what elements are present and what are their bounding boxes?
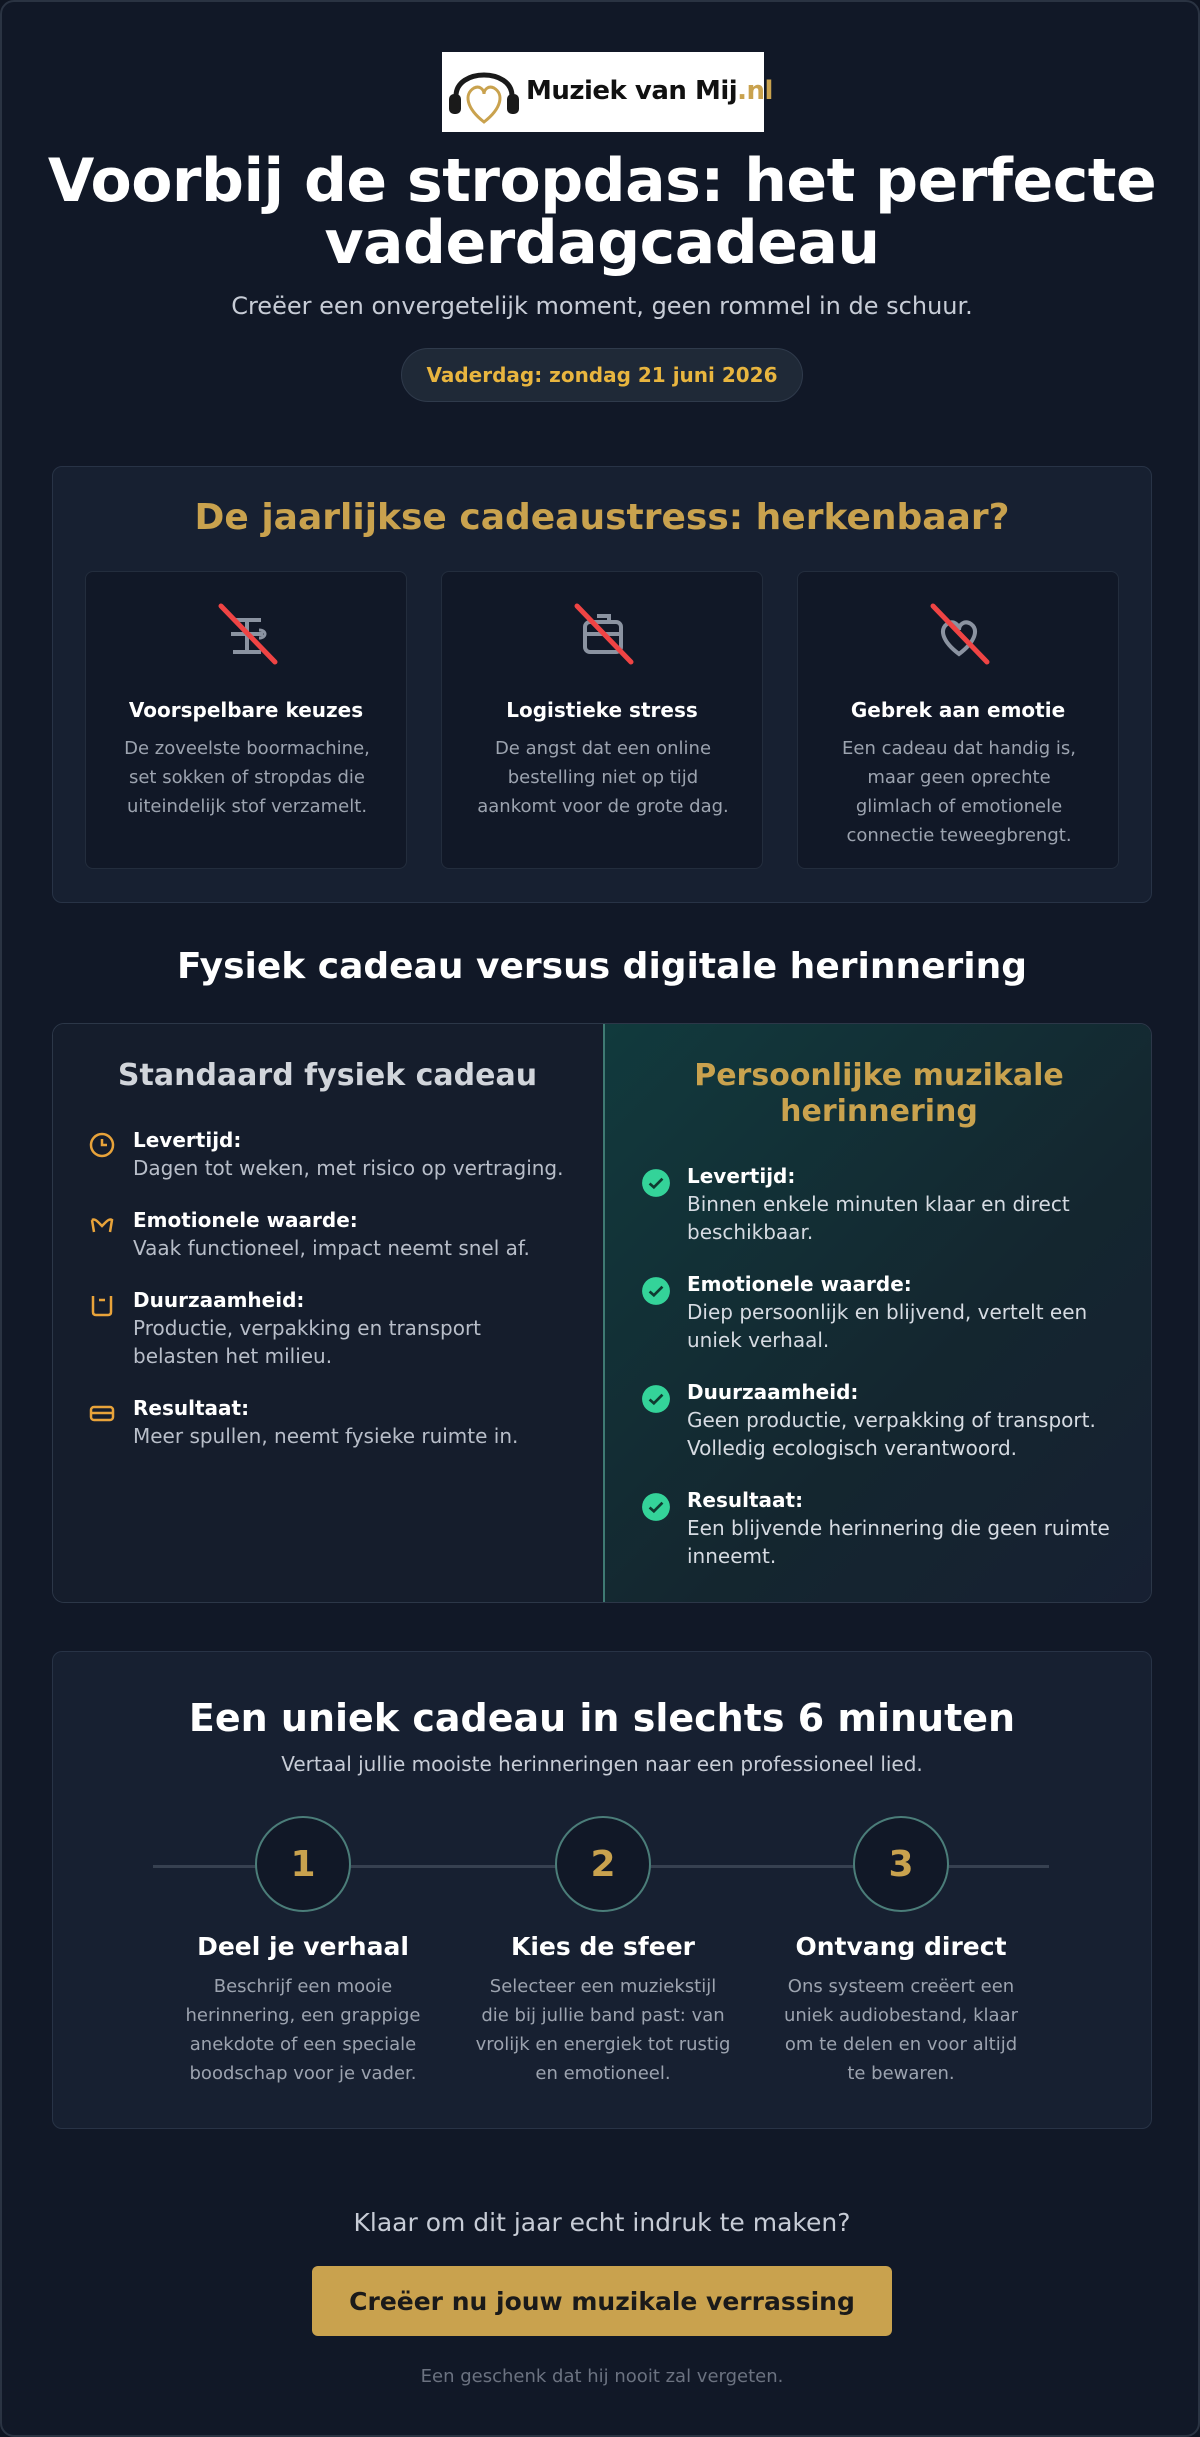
check-circle-icon <box>641 1384 671 1414</box>
row-label: Emotionele waarde: <box>133 1208 358 1232</box>
stress-card <box>85 571 407 869</box>
row-value: Geen productie, verpakking of transport. Volledig ecologisch verantwoord. <box>687 1408 1096 1460</box>
brand-logo[interactable] <box>442 52 773 132</box>
stress-card <box>441 571 763 869</box>
step-title: Deel je verhaal <box>197 1932 409 1961</box>
no-gift-icon <box>207 594 287 674</box>
row-value: Een blijvende herinnering die geen ruimte inneemt. <box>687 1516 1110 1568</box>
date-badge: Vaderdag: zondag 21 juni 2026 <box>401 348 803 402</box>
stress-card-title: Voorspelbare keuzes <box>128 698 364 722</box>
row-label: Resultaat: <box>133 1396 250 1420</box>
stress-card-desc: Een cadeau dat handig is, maar geen oprechte glimlach of emotionele connectie teweegbrengt. <box>842 738 1076 846</box>
row-label: Duurzaamheid: <box>133 1288 305 1312</box>
steps-title: Een uniek cadeau in slechts 6 minuten <box>188 1696 1016 1740</box>
stress-card <box>797 571 1119 869</box>
step-title: Kies de sfeer <box>510 1932 696 1961</box>
stress-section <box>52 466 1152 903</box>
row-label: Resultaat: <box>687 1488 804 1512</box>
row-label: Levertijd: <box>133 1128 242 1152</box>
stress-title: De jaarlijkse cadeaustress: herkenbaar? <box>194 497 1010 538</box>
row-value: Meer spullen, neemt fysieke ruimte in. <box>133 1424 519 1448</box>
stress-card-title: Gebrek aan emotie <box>850 698 1066 722</box>
stress-card-desc: De zoveelste boormachine, set sokken of stropdas die uiteindelijk stof verzamelt. <box>124 738 370 817</box>
brand-name: Muziek van Mij.nl <box>526 76 773 106</box>
step-number: 1 <box>255 1816 351 1912</box>
column-title: Persoonlijke muzikale herinnering <box>694 1058 1064 1129</box>
row-value: Binnen enkele minuten klaar en direct beschikbaar. <box>687 1192 1070 1244</box>
step-desc: Beschrijf een mooie herinnering, een grappige anekdote of een speciale boodschap voor je vader. <box>185 1976 421 2084</box>
check-circle-icon <box>641 1492 671 1522</box>
step-desc: Ons systeem creëert een uniek audiobestand, klaar om te delen en voor altijd te bewaren. <box>783 1976 1019 2084</box>
page-subtitle: Creëer een onvergetelijk moment, geen rommel in de schuur. <box>231 292 973 320</box>
row-label: Levertijd: <box>687 1164 796 1188</box>
row-label: Duurzaamheid: <box>687 1380 859 1404</box>
row-value: Vaak functioneel, impact neemt snel af. <box>133 1236 530 1260</box>
row-value: Dagen tot weken, met risico op vertraging. <box>133 1156 564 1180</box>
stress-card-title: Logistieke stress <box>506 698 698 722</box>
step-title: Ontvang direct <box>795 1932 1007 1961</box>
cta-question: Klaar om dit jaar echt indruk te maken? <box>353 2208 851 2237</box>
step-number: 2 <box>555 1816 651 1912</box>
cta-note: Een geschenk dat hij nooit zal vergeten. <box>420 2366 784 2387</box>
no-package-icon <box>563 594 643 674</box>
bag-icon <box>87 1290 117 1320</box>
steps-section <box>52 1651 1152 2129</box>
steps-subtitle: Vertaal jullie mooiste herinneringen naar een professioneel lied. <box>281 1752 923 1776</box>
mask-icon <box>87 1210 117 1240</box>
row-value: Diep persoonlijk en blijvend, vertelt een uniek verhaal. <box>687 1300 1088 1352</box>
physical-gift-column <box>53 1024 602 1602</box>
headphones-heart-icon <box>444 56 524 128</box>
clock-icon <box>87 1130 117 1160</box>
comparison-table <box>52 1023 1152 1603</box>
musical-memory-column <box>603 1024 1152 1602</box>
step-desc: Selecteer een muziekstijl die bij jullie band past: van vrolijk en energiek tot rustig en emotioneel. <box>475 1976 731 2084</box>
step-number: 3 <box>853 1816 949 1912</box>
create-surprise-button[interactable]: Creëer nu jouw muzikale verrassing <box>312 2266 892 2336</box>
check-circle-icon <box>641 1168 671 1198</box>
row-value: Productie, verpakking en transport belasten het milieu. <box>133 1316 482 1368</box>
no-heart-icon <box>919 594 999 674</box>
check-circle-icon <box>641 1276 671 1306</box>
row-label: Emotionele waarde: <box>687 1272 912 1296</box>
box-icon <box>87 1398 117 1428</box>
stress-card-desc: De angst dat een online bestelling niet op tijd aankomt voor de grote dag. <box>477 738 729 817</box>
comparison-title: Fysiek cadeau versus digitale herinnering <box>177 946 1027 987</box>
page-title: Voorbij de stropdas: het perfecte vaderdagcadeau <box>47 146 1157 278</box>
column-title: Standaard fysiek cadeau <box>117 1058 538 1093</box>
